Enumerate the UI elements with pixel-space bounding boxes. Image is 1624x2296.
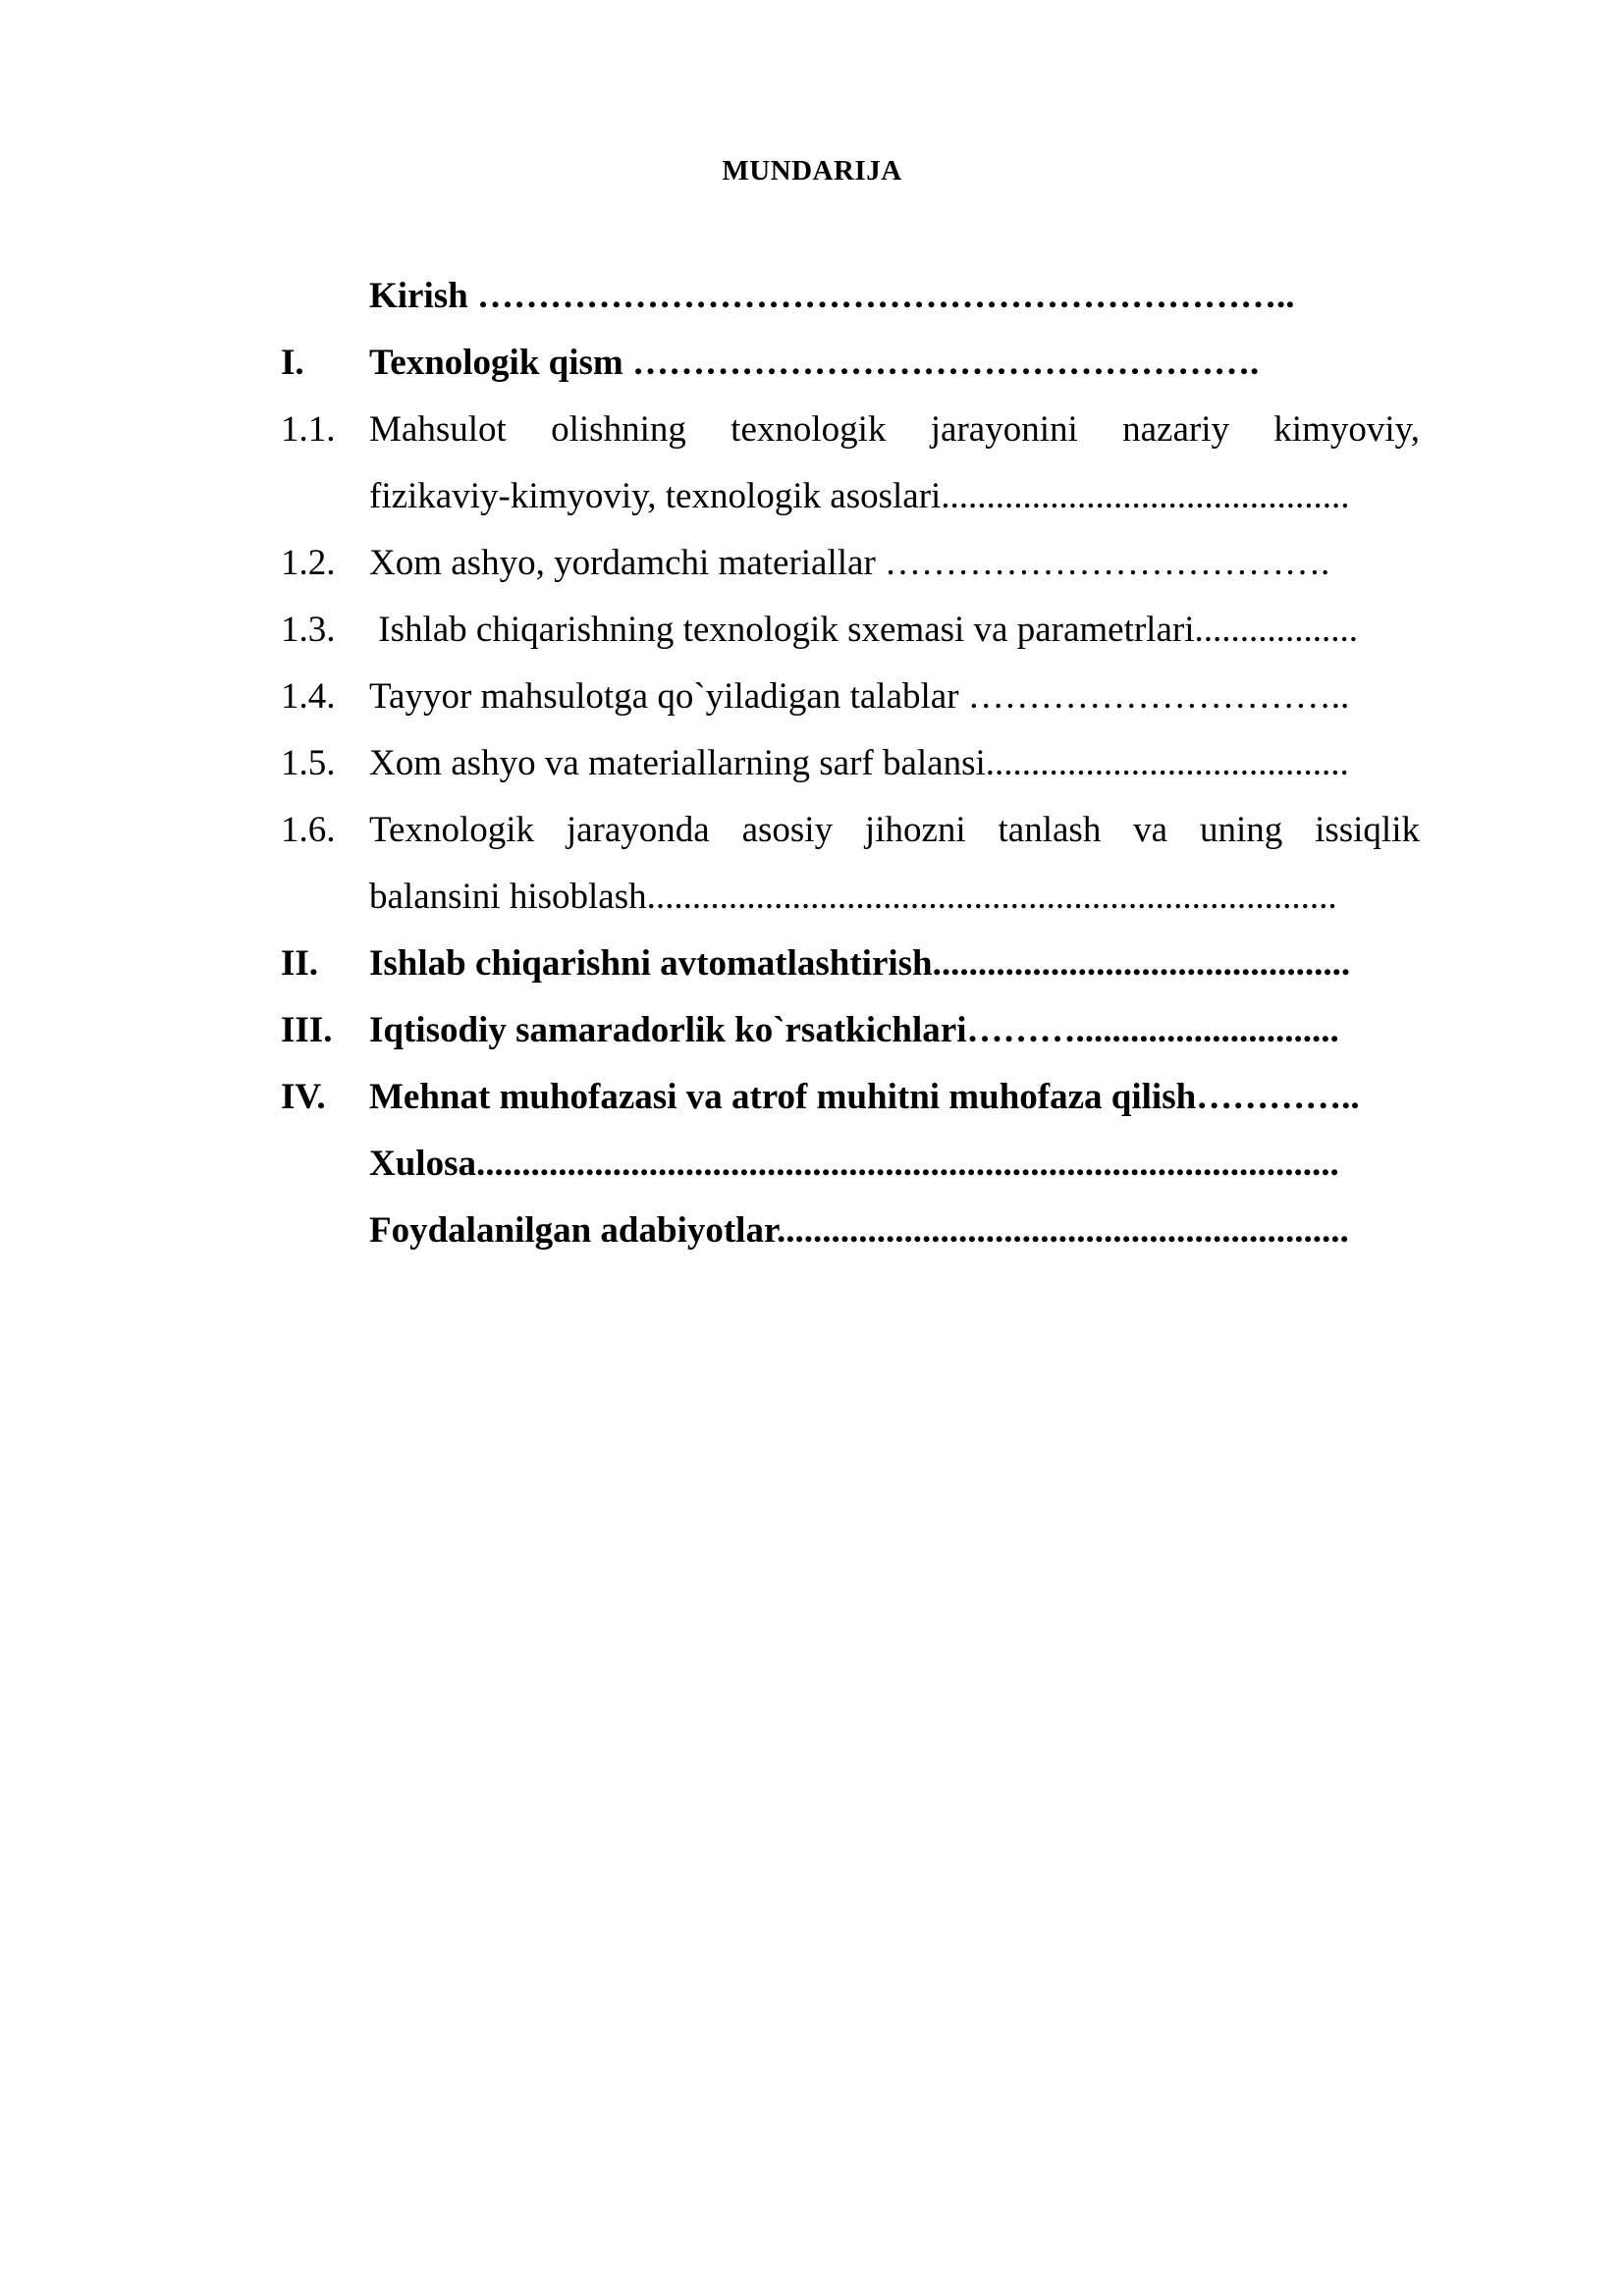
toc-entry-number: 1.6. bbox=[281, 810, 336, 850]
toc-entry-1-6 bbox=[281, 797, 1420, 931]
toc-entry-adabiyotlar bbox=[281, 1198, 1420, 1264]
toc-entry-number: 1.4. bbox=[281, 676, 336, 717]
toc-entry-text: Xom ashyo, yordamchi materiallar ………………………………. bbox=[369, 543, 1330, 583]
toc-entry-1-5 bbox=[281, 730, 1420, 797]
toc-entry-text: Tayyor mahsulotga qo`yiladigan talablar ………………………….. bbox=[369, 676, 1350, 717]
toc-entry-iv bbox=[281, 1064, 1420, 1131]
toc-entry-number: I. bbox=[281, 343, 304, 383]
toc-entry-text: Ishlab chiqarishning texnologik sxemasi va parametrlari.................. bbox=[369, 610, 1358, 650]
toc-entry-number: 1.2. bbox=[281, 543, 336, 583]
toc-entry-text: Foydalanilgan adabiyotlar............................................................... bbox=[369, 1210, 1349, 1251]
toc-entry-text: Ishlab chiqarishni avtomatlashtirish.............................................. bbox=[369, 943, 1351, 984]
toc-entry-number: 1.3. bbox=[281, 610, 336, 650]
toc-entry-text-continued: balansini hisoblash............................................................................ bbox=[369, 877, 1337, 917]
toc-entry-number: 1.5. bbox=[281, 743, 336, 783]
toc-entry-text: Mehnat muhofazasi va atrof muhitni muhofaza qilish………….. bbox=[369, 1077, 1360, 1117]
page-title: MUNDARIJA bbox=[722, 155, 902, 187]
toc-entry-text: Mahsulot olishning texnologik jarayonini nazariy kimyoviy, bbox=[369, 409, 1420, 450]
toc-entry-xulosa bbox=[281, 1131, 1420, 1198]
toc-entry-text: Texnologik jarayonda asosiy jihozni tanlash va uning issiqlik bbox=[369, 810, 1420, 850]
toc-entry-kirish bbox=[281, 263, 1420, 330]
toc-entry-text: Xom ashyo va materiallarning sarf balansi........................................ bbox=[369, 743, 1349, 783]
toc-entry-number: IV. bbox=[281, 1077, 326, 1117]
toc-entry-ii bbox=[281, 931, 1420, 997]
toc-entry-text-block bbox=[369, 397, 1420, 530]
toc-entry-texnologik-qism bbox=[281, 330, 1420, 397]
toc-entry-iii bbox=[281, 997, 1420, 1064]
toc-entry-1-1 bbox=[281, 397, 1420, 530]
toc-entry-number: 1.1. bbox=[281, 409, 336, 450]
toc-entry-text: Kirish ………………………………………………………….. bbox=[369, 276, 1295, 316]
toc-entry-text-block bbox=[369, 797, 1420, 931]
table-of-contents bbox=[281, 263, 1420, 1264]
toc-entry-text: Texnologik qism ……………………………………………. bbox=[369, 343, 1260, 383]
toc-entry-number: II. bbox=[281, 943, 319, 984]
toc-entry-text: Iqtisodiy samaradorlik ko`rsatkichlari………............................. bbox=[369, 1010, 1339, 1050]
toc-entry-1-2 bbox=[281, 530, 1420, 597]
toc-entry-1-3 bbox=[281, 597, 1420, 664]
toc-entry-text: Xulosa............................................................................................... bbox=[369, 1144, 1339, 1184]
toc-entry-1-4 bbox=[281, 664, 1420, 730]
toc-entry-text-continued: fizikaviy-kimyoviy, texnologik asoslari............................................. bbox=[369, 476, 1350, 516]
toc-entry-number: III. bbox=[281, 1010, 333, 1050]
